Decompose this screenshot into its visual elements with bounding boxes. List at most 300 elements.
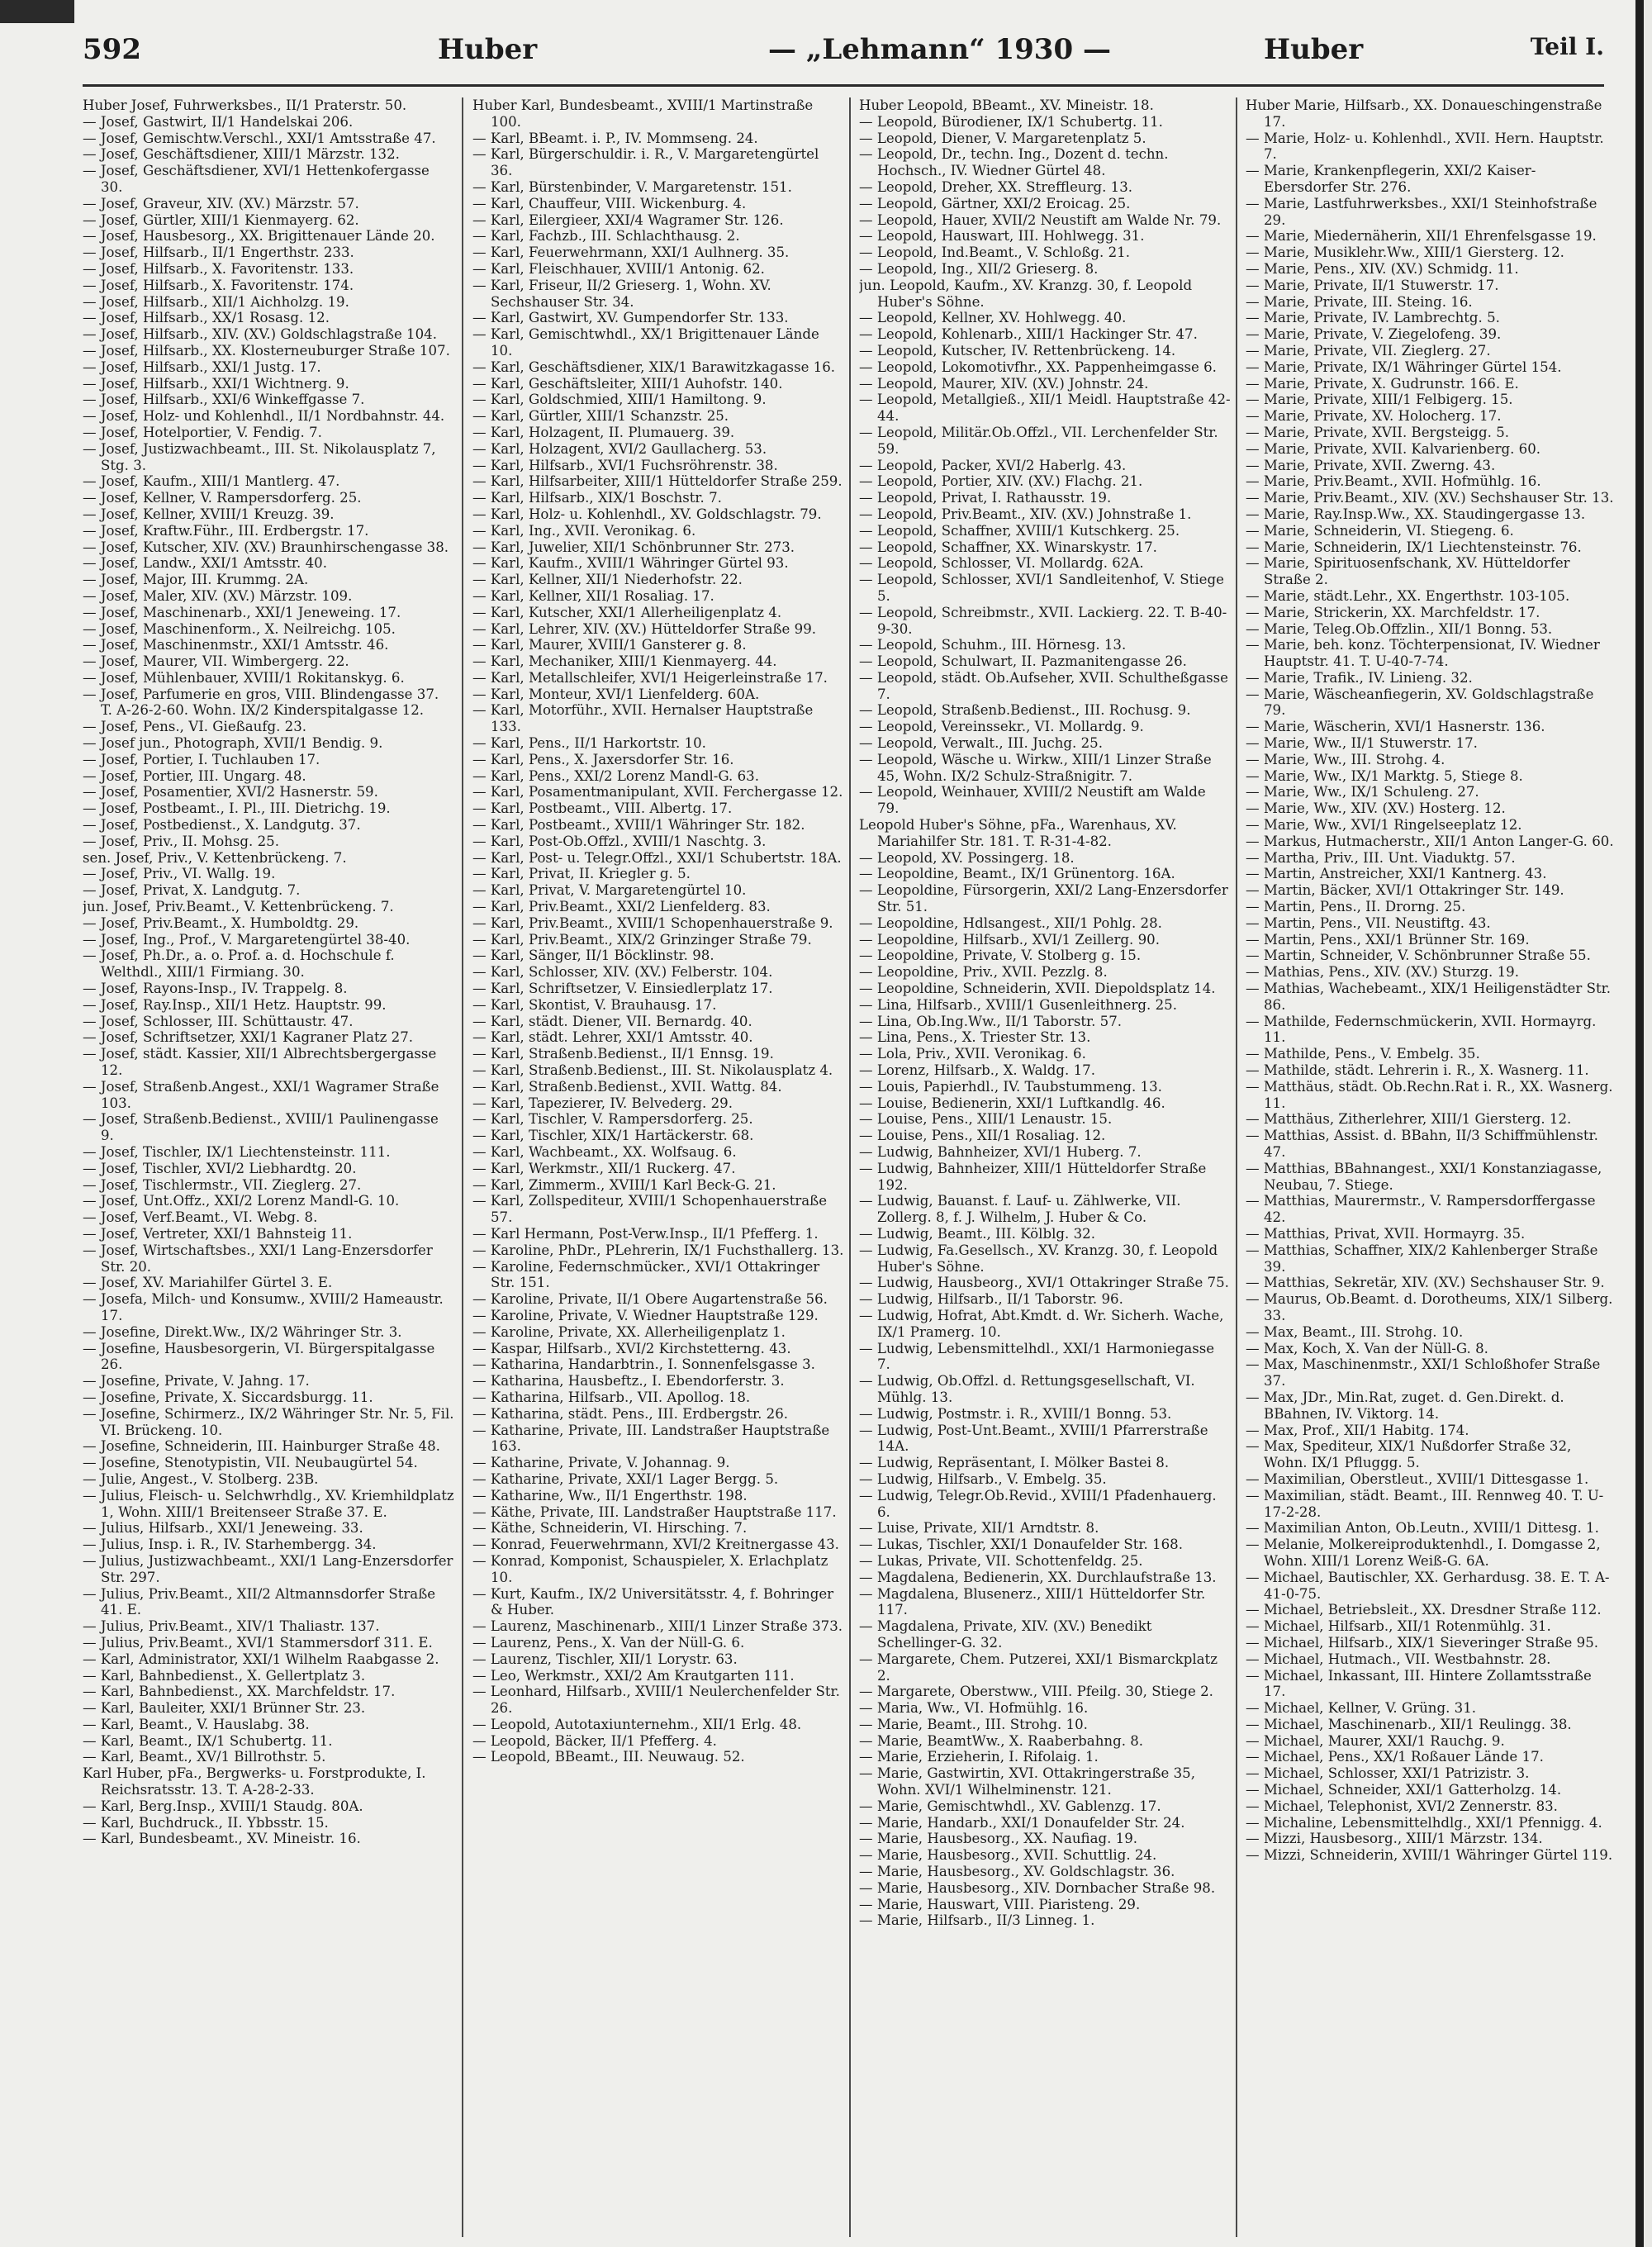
column-divider: [1236, 97, 1237, 2237]
directory-entry: — Karl, Friseur, II/2 Grieserg. 1, Wohn. XV. Sechshauser Str. 34.: [472, 277, 771, 310]
column-divider: [462, 97, 463, 2237]
directory-entry: — Michael, Inkassant, III. Hintere Zollamtsstraße 17.: [1246, 1667, 1592, 1700]
directory-entry: — Josef, Geschäftsdiener, XIII/1 Märzstr. 132.: [83, 146, 400, 163]
directory-entry: — Karl, Maurer, XVIII/1 Gansterer g. 8.: [472, 637, 747, 653]
directory-entry: — Josef, Maschinenform., X. Neilreichg. 105.: [83, 620, 396, 637]
directory-entry: — Leopold, Portier, XIV. (XV.) Flachg. 21.: [859, 473, 1143, 490]
publication-title: — „Lehmann“ 1930 —: [768, 33, 1111, 66]
directory-entry: — Karoline, Federnschmücker., XVI/1 Ottakringer Str. 151.: [472, 1258, 820, 1291]
directory-entry: — Mizzi, Hausbesorg., XIII/1 Märzstr. 134.: [1246, 1831, 1543, 1847]
directory-entry: — Josef, Hilfsarb., II/1 Engerthstr. 233.: [83, 245, 354, 261]
directory-entry: — Josef, Maurer, VII. Wimbergerg. 22.: [83, 653, 349, 670]
directory-entry: — Karl, Postbeamt., XVIII/1 Währinger Str. 182.: [472, 817, 805, 834]
directory-entry: — Marie, Hausbesorg., XV. Goldschlagstr. 36.: [859, 1864, 1175, 1880]
directory-entry: — Karl, Schriftsetzer, V. Einsiedlerplatz 17.: [472, 981, 773, 997]
directory-entry: — Marie, Gastwirtin, XVI. Ottakringerstraße 35, Wohn. XVI/1 Wilhelminenstr. 121.: [859, 1765, 1196, 1798]
directory-entry: — Karl, Gastwirt, XV. Gumpendorfer Str. 133.: [472, 310, 789, 326]
directory-entry: — Karl, Juwelier, XII/1 Schönbrunner Str. 273.: [472, 539, 795, 555]
directory-entry: — Josef, Portier, III. Ungarg. 48.: [83, 767, 306, 784]
directory-entry: — Karl, Holzagent, II. Plumauerg. 39.: [472, 424, 735, 440]
directory-entry: Karl Huber, pFa., Bergwerks- u. Forstprodukte, I. Reichsratsstr. 13. T. A-28-2-33.: [83, 1765, 426, 1798]
directory-entry: — Julie, Angest., V. Stolberg. 23B.: [83, 1470, 319, 1487]
directory-entry: — Magdalena, Private, XIV. (XV.) Benedikt Schellinger-G. 32.: [859, 1618, 1152, 1651]
directory-entry: — Josef, Tischler, IX/1 Liechtensteinstr. 111.: [83, 1144, 391, 1160]
directory-entry: — Josefine, Direkt.Ww., IX/2 Währinger Str. 3.: [83, 1323, 402, 1340]
directory-entry: — Josef, Hilfsarb., XXI/6 Winkeffgasse 7.: [83, 392, 365, 408]
directory-entry: — Josef, Hilfsarb., XX/1 Rosasg. 12.: [83, 310, 330, 326]
directory-entry: — Josef, Verf.Beamt., VI. Webg. 8.: [83, 1209, 318, 1226]
directory-entry: — Ludwig, Telegr.Ob.Revid., XVIII/1 Pfadenhauerg. 6.: [859, 1487, 1217, 1520]
directory-entry: sen. Josef, Priv., V. Kettenbrückeng. 7.: [83, 849, 347, 866]
directory-entry: — Katharina, Hausbeftz., I. Ebendorferstr. 3.: [472, 1373, 785, 1390]
directory-entry: Huber Leopold, BBeamt., XV. Mineistr. 18.: [859, 97, 1154, 113]
directory-entry: — Karl, Fachzb., III. Schlachthausg. 2.: [472, 228, 740, 245]
directory-entry: — Leopold, Packer, XVI/2 Haberlg. 43.: [859, 457, 1127, 473]
directory-entry: — Ludwig, Post-Unt.Beamt., XVIII/1 Pfarrerstraße 14A.: [859, 1422, 1208, 1455]
directory-entry: — Marie, Priv.Beamt., XVII. Hofmühlg. 16.: [1246, 473, 1541, 490]
directory-entry: — Louise, Pens., XIII/1 Lenaustr. 15.: [859, 1111, 1113, 1128]
directory-entry: — Marie, Wäscheanfiegerin, XV. Goldschlagstraße 79.: [1246, 686, 1594, 719]
directory-entry: — Matthias, Assist. d. BBahn, II/3 Schiffmühlenstr. 47.: [1246, 1128, 1598, 1160]
directory-entry: — Josef, Maschinenmstr., XXI/1 Amtsstr. 46.: [83, 637, 389, 653]
directory-entry: — Karl, Straßenb.Bedienst., XVII. Wattg. 84.: [472, 1078, 782, 1095]
directory-entry: — Karl, Privat, V. Margaretengürtel 10.: [472, 882, 747, 899]
directory-entry: — Marie, Private, XVII. Bergsteigg. 5.: [1246, 424, 1510, 440]
directory-entry: — Karl, Hilfsarbeiter, XIII/1 Hütteldorfer Straße 259.: [472, 473, 843, 490]
directory-entry: — Karl, Bürgerschuldir. i. R., V. Margaretengürtel 36.: [472, 146, 819, 179]
directory-entry: — Michael, Maurer, XXI/1 Rauchg. 9.: [1246, 1732, 1505, 1749]
directory-entry: — Josef, Kellner, XVIII/1 Kreuzg. 39.: [83, 506, 335, 522]
column-3: [859, 97, 1231, 2237]
directory-entry: — Martin, Anstreicher, XXI/1 Kantnerg. 43.: [1246, 866, 1547, 882]
directory-entry: — Karl Hermann, Post-Verw.Insp., II/1 Pfefferg. 1.: [472, 1225, 819, 1242]
directory-entry: — Leopold, Kohlenarb., XIII/1 Hackinger Str. 47.: [859, 326, 1198, 343]
directory-entry: — Josef, Ph.Dr., a. o. Prof. a. d. Hochschule f. Welthdl., XIII/1 Firmiang. 30.: [83, 948, 395, 981]
directory-entry: — Marie, Musiklehr.Ww., XIII/1 Giersterg. 12.: [1246, 245, 1564, 261]
directory-entry: — Josef, Wirtschaftsbes., XXI/1 Lang-Enzersdorfer Str. 20.: [83, 1242, 433, 1275]
directory-entry: — Maximilian Anton, Ob.Leutn., XVIII/1 Dittesg. 1.: [1246, 1520, 1599, 1537]
directory-entry: — Martin, Bäcker, XVI/1 Ottakringer Str. 149.: [1246, 882, 1564, 899]
directory-entry: — Karl, Beamt., V. Hauslabg. 38.: [83, 1716, 310, 1732]
directory-entry: — Louise, Bedienerin, XXI/1 Luftkandlg. 46.: [859, 1095, 1165, 1111]
directory-entry: — Karl, Pens., XXI/2 Lorenz Mandl-G. 63.: [472, 767, 759, 784]
directory-entry: — Katharine, Ww., II/1 Engerthstr. 198.: [472, 1487, 748, 1504]
directory-entry: — Marie, Private, XVII. Zwerng. 43.: [1246, 457, 1496, 473]
directory-entry: — Karl, Gürtler, XIII/1 Schanzstr. 25.: [472, 408, 729, 425]
directory-entry: — Josef, XV. Mariahilfer Gürtel 3. E.: [83, 1275, 333, 1291]
directory-entry: — Josef, Kaufm., XIII/1 Mantlerg. 47.: [83, 473, 340, 490]
directory-entry: — Josef, Hilfsarb., XII/1 Aichholzg. 19.: [83, 293, 349, 310]
directory-entry: — Karl, Holz- u. Kohlenhdl., XV. Goldschlagstr. 79.: [472, 506, 822, 522]
directory-entry: — Marie, Private, XIII/1 Felbigerg. 15.: [1246, 392, 1513, 408]
directory-entry: — Marie, Beamt., III. Strohg. 10.: [859, 1716, 1088, 1732]
directory-entry: — Marie, Ww., IX/1 Schuleng. 27.: [1246, 784, 1479, 800]
directory-entry: — Leopold, Schlosser, VI. Mollardg. 62A.: [859, 555, 1144, 572]
directory-entry: — Ludwig, Hausbeorg., XVI/1 Ottakringer Straße 75.: [859, 1275, 1229, 1291]
directory-entry: jun. Leopold, Kaufm., XV. Kranzg. 30, f. Leopold Huber's Söhne.: [859, 277, 1193, 310]
directory-entry: — Michael, Betriebsleit., XX. Dresdner Straße 112.: [1246, 1602, 1602, 1618]
directory-entry: — Mathilde, städt. Lehrerin i. R., X. Wasnerg. 11.: [1246, 1062, 1589, 1079]
directory-entry: — Karl, Privat, II. Kriegler g. 5.: [472, 866, 691, 882]
directory-entry: — Josef, Maler, XIV. (XV.) Märzstr. 109.: [83, 587, 353, 604]
directory-entry: — Leopold, Schreibmstr., XVII. Lackierg. 22. T. B-40-9-30.: [859, 604, 1227, 637]
page-number: 592: [83, 33, 141, 66]
directory-entry: — Karl, Geschäftsleiter, XIII/1 Auhofstr. 140.: [472, 375, 783, 392]
directory-entry: — Karl, Tischler, XIX/1 Hartäckerstr. 68.: [472, 1128, 754, 1144]
directory-entry: — Karl, Metallschleifer, XVI/1 Heigerleinstraße 17.: [472, 669, 828, 686]
directory-entry: — Leopold, Ing., XII/2 Grieserg. 8.: [859, 260, 1099, 277]
directory-entry: — Julius, Priv.Beamt., XVI/1 Stammersdorf 311. E.: [83, 1634, 433, 1651]
directory-entry: — Josef, Rayons-Insp., IV. Trappelg. 8.: [83, 981, 348, 997]
directory-entry: — Karl, Werkmstr., XII/1 Ruckerg. 47.: [472, 1160, 736, 1176]
directory-entry: — Leopold, Wäsche u. Wirkw., XIII/1 Linzer Straße 45, Wohn. IX/2 Schulz-Straßnigitr. 7.: [859, 751, 1212, 784]
directory-entry: — Marie, Handarb., XXI/1 Donaufelder Str. 24.: [859, 1814, 1185, 1831]
directory-entry: — Josef, Hilfsarb., XXI/1 Wichtnerg. 9.: [83, 375, 349, 392]
directory-entry: — Karl, Feuerwehrmann, XXI/1 Aulhnerg. 35.: [472, 245, 790, 261]
directory-entry: — Marie, Trafik., IV. Linieng. 32.: [1246, 669, 1473, 686]
directory-entry: — Marie, Ww., II/1 Stuwerstr. 17.: [1246, 735, 1478, 752]
directory-entry: — Josefa, Milch- und Konsumw., XVIII/2 Hameaustr. 17.: [83, 1291, 444, 1323]
directory-entry: — Marie, Private, II/1 Stuwerstr. 17.: [1246, 277, 1499, 293]
directory-entry: — Josef, Maschinenarb., XXI/1 Jeneweing. 17.: [83, 604, 401, 620]
directory-entry: — Luise, Private, XII/1 Arndtstr. 8.: [859, 1520, 1099, 1537]
column-4: [1246, 97, 1617, 2237]
directory-entry: — Karoline, Private, II/1 Obere Augartenstraße 56.: [472, 1291, 828, 1308]
directory-entry: — Josef, Priv.Beamt., X. Humboldtg. 29.: [83, 914, 359, 931]
directory-entry: — Karl, Monteur, XVI/1 Lienfelderg. 60A.: [472, 686, 760, 702]
directory-entry: — Marie, Miedernäherin, XII/1 Ehrenfelsgasse 19.: [1246, 228, 1597, 245]
directory-entry: — Michael, Bautischler, XX. Gerhardusg. 38. E. T. A-41-0-75.: [1246, 1569, 1610, 1602]
directory-entry: — Michael, Hilfsarb., XII/1 Rotenmühlg. 31.: [1246, 1618, 1551, 1635]
directory-entry: — Karl, Kellner, XII/1 Niederhofstr. 22.: [472, 572, 743, 588]
directory-entry: — Martin, Pens., XXI/1 Brünner Str. 169.: [1246, 931, 1530, 948]
directory-entry: — Leopoldine, Fürsorgerin, XXI/2 Lang-Enzersdorfer Str. 51.: [859, 882, 1228, 915]
directory-entry: — Julius, Priv.Beamt., XII/2 Altmannsdorfer Straße 41. E.: [83, 1585, 436, 1618]
directory-entry: — Karl, Priv.Beamt., XIX/2 Grinzinger Straße 79.: [472, 931, 812, 948]
directory-entry: — Katharine, Private, III. Landstraßer Hauptstraße 163.: [472, 1422, 830, 1455]
directory-entry: — Josef, Hilfsarb., XXI/1 Justg. 17.: [83, 359, 321, 375]
directory-entry: — Josef, Privat, X. Landgutg. 7.: [83, 882, 301, 899]
running-head-left: Huber: [438, 33, 538, 66]
directory-entry: — Josef, Pens., VI. Gießaufg. 23.: [83, 719, 307, 735]
directory-entry: — Karl, Post- u. Telegr.Offzl., XXI/1 Schubertstr. 18A.: [472, 849, 842, 866]
directory-entry: — Max, Prof., XII/1 Habitg. 174.: [1246, 1422, 1469, 1438]
directory-entry: — Leopoldine, Hilfsarb., XVI/1 Zeillerg. 90.: [859, 931, 1160, 948]
directory-entry: — Ludwig, Ob.Offzl. d. Rettungsgesellschaft, VI. Mühlg. 13.: [859, 1373, 1195, 1405]
directory-entry: — Ludwig, Lebensmittelhdl., XXI/1 Harmoniegasse 7.: [859, 1340, 1215, 1373]
directory-entry: — Max, Beamt., III. Strohg. 10.: [1246, 1323, 1464, 1340]
directory-entry: — Matthias, Privat, XVII. Hormayrg. 35.: [1246, 1225, 1526, 1242]
directory-entry: — Leopold, Diener, V. Margaretenplatz 5.: [859, 130, 1146, 146]
directory-entry: — Marie, Ray.Insp.Ww., XX. Staudingergasse 13.: [1246, 506, 1586, 522]
page-header: [83, 33, 1604, 73]
directory-entry: — Lola, Priv., XVII. Veronikag. 6.: [859, 1046, 1086, 1062]
directory-entry: — Matthäus, städt. Ob.Rechn.Rat i. R., XX. Wasnerg. 11.: [1246, 1078, 1613, 1111]
directory-entry: — Josefine, Schneiderin, III. Hainburger Straße 48.: [83, 1438, 440, 1455]
directory-entry: — Leopold, Kutscher, IV. Rettenbrückeng. 14.: [859, 342, 1176, 359]
directory-entry: — Karl, Holzagent, XVI/2 Gaullacherg. 53.: [472, 440, 767, 457]
directory-entry: — Karl, Mechaniker, XIII/1 Kienmayerg. 44.: [472, 653, 777, 670]
directory-entry: — Karl, Beamt., XV/1 Billrothstr. 5.: [83, 1749, 326, 1765]
directory-entry: — Karl, Kellner, XII/1 Rosaliag. 17.: [472, 587, 714, 604]
directory-entry: — Marie, Private, XV. Holocherg. 17.: [1246, 408, 1502, 425]
directory-entry: — Katharine, Private, V. Johannag. 9.: [472, 1455, 730, 1471]
directory-entry: — Louis, Papierhdl., IV. Taubstummeng. 13.: [859, 1078, 1162, 1095]
directory-entry: — Marie, Priv.Beamt., XIV. (XV.) Sechshauser Str. 13.: [1246, 490, 1614, 506]
directory-entry: — Karl, Hilfsarb., XIX/1 Boschstr. 7.: [472, 490, 722, 506]
directory-entry: — Marie, Hauswart, VIII. Piaristeng. 29.: [859, 1896, 1141, 1912]
directory-entry: — Josef, Hilfsarb., X. Favoritenstr. 174.: [83, 277, 354, 293]
directory-entry: — Martin, Pens., VII. Neustiftg. 43.: [1246, 914, 1491, 931]
directory-entry: — Leopold, Schulwart, II. Pazmanitengasse 26.: [859, 653, 1187, 670]
directory-entry: — Josef, städt. Kassier, XII/1 Albrechtsbergergasse 12.: [83, 1046, 437, 1079]
directory-entry: — Karl, Bahnbedienst., X. Gellertplatz 3.: [83, 1667, 366, 1684]
directory-entry: — Max, JDr., Min.Rat, zuget. d. Gen.Direkt. d. BBahnen, IV. Viktorg. 14.: [1246, 1389, 1564, 1422]
directory-entry: — Marie, Schneiderin, IX/1 Liechtensteinstr. 76.: [1246, 539, 1582, 555]
directory-entry: — Josef, Hotelportier, V. Fendig. 7.: [83, 424, 322, 440]
directory-entry: — Josef, Schlosser, III. Schüttaustr. 47.: [83, 1013, 354, 1029]
directory-entry: — Julius, Justizwachbeamt., XXI/1 Lang-Enzersdorfer Str. 297.: [83, 1552, 453, 1585]
directory-entry: jun. Josef, Priv.Beamt., V. Kettenbrückeng. 7.: [83, 899, 394, 915]
directory-entry: — Marie, Pens., XIV. (XV.) Schmidg. 11.: [1246, 260, 1519, 277]
directory-entry: — Marie, Spirituosenfschank, XV. Hütteldorfer Straße 2.: [1246, 555, 1570, 588]
directory-entry: — Marie, Private, XVII. Kalvarienberg. 60.: [1246, 440, 1541, 457]
directory-entry: — Marie, Private, III. Steing. 16.: [1246, 293, 1473, 310]
directory-entry: — Josef, Posamentier, XVI/2 Hasnerstr. 59.: [83, 784, 378, 800]
directory-entry: — Mathilde, Federnschmückerin, XVII. Hormayrg. 11.: [1246, 1013, 1597, 1046]
directory-entry: — Marie, städt.Lehr., XX. Engerthstr. 103-105.: [1246, 587, 1570, 604]
binding-edge: [1635, 0, 1644, 2247]
directory-entry: — Lukas, Private, VII. Schottenfeldg. 25.: [859, 1552, 1143, 1569]
directory-entry: — Max, Koch, X. Van der Nüll-G. 8.: [1246, 1340, 1488, 1356]
directory-entry: — Michael, Hutmach., VII. Westbahnstr. 28.: [1246, 1651, 1551, 1667]
directory-entry: — Max, Maschinenmstr., XXI/1 Schloßhofer Straße 37.: [1246, 1356, 1601, 1390]
directory-entry: — Josef, Justizwachbeamt., III. St. Nikolausplatz 7, Stg. 3.: [83, 440, 436, 473]
directory-entry: — Michael, Pens., XX/1 Roßauer Lände 17.: [1246, 1749, 1544, 1765]
directory-entry: — Marie, Krankenpflegerin, XXI/2 Kaiser-Ebersdorfer Str. 276.: [1246, 163, 1536, 195]
directory-entry: — Matthäus, Zitherlehrer, XIII/1 Giersterg. 12.: [1246, 1111, 1572, 1128]
directory-entry: — Ludwig, Bahnheizer, XVI/1 Huberg. 7.: [859, 1144, 1142, 1160]
directory-entry: — Leopoldine, Beamt., IX/1 Grünentorg. 16A.: [859, 866, 1175, 882]
directory-entry: — Josef, Vertreter, XXI/1 Bahnsteig 11.: [83, 1225, 353, 1242]
directory-entry: — Matthias, Schaffner, XIX/2 Kahlenberger Straße 39.: [1246, 1242, 1598, 1275]
directory-entry: — Leo, Werkmstr., XXI/2 Am Krautgarten 111.: [472, 1667, 795, 1684]
directory-entry: — Martha, Priv., III. Unt. Viaduktg. 57.: [1246, 849, 1516, 866]
directory-entry: — Michael, Schneider, XXI/1 Gatterholzg. 14.: [1246, 1782, 1562, 1798]
column-divider: [849, 97, 851, 2237]
directory-entry: — Karl, Zollspediteur, XVIII/1 Schopenhauerstraße 57.: [472, 1193, 828, 1226]
directory-entry: — Josef, Major, III. Krummg. 2A.: [83, 572, 309, 588]
directory-entry: — Josef, Hilfsarb., X. Favoritenstr. 133.: [83, 260, 354, 277]
directory-entry: — Louise, Pens., XII/1 Rosaliag. 12.: [859, 1128, 1106, 1144]
directory-entry: — Karl, Bauleiter, XXI/1 Brünner Str. 23.: [83, 1700, 366, 1717]
directory-entry: — Marie, Lastfuhrwerksbes., XXI/1 Steinhofstraße 29.: [1246, 195, 1597, 228]
directory-entry: — Leopoldine, Schneiderin, XVII. Diepoldsplatz 14.: [859, 981, 1216, 997]
directory-entry: — Karl, Priv.Beamt., XVIII/1 Schopenhauerstraße 9.: [472, 914, 833, 931]
directory-entry: — Karl, städt. Lehrer, XXI/1 Amtsstr. 40.: [472, 1029, 753, 1046]
directory-entry: — Melanie, Molkereiproduktenhdl., I. Domgasse 2, Wohn. XIII/1 Lorenz Weiß-G. 6A.: [1246, 1537, 1601, 1569]
directory-entry: — Marie, Private, VII. Zieglerg. 27.: [1246, 342, 1491, 359]
directory-entry: — Marie, Wäscherin, XVI/1 Hasnerstr. 136.: [1246, 719, 1545, 735]
running-head-right: Huber: [1264, 33, 1364, 66]
directory-entry: — Leopold, Metallgieß., XII/1 Meidl. Hauptstraße 42-44.: [859, 392, 1231, 425]
directory-entry: — Josef jun., Photograph, XVII/1 Bendig. 9.: [83, 735, 383, 752]
directory-entry: — Laurenz, Maschinenarb., XIII/1 Linzer Straße 373.: [472, 1618, 843, 1635]
directory-entry: — Leopold, Bäcker, II/1 Pfefferg. 4.: [472, 1732, 717, 1749]
directory-entry: — Josef, Portier, I. Tuchlauben 17.: [83, 751, 320, 767]
directory-entry: — Marie, beh. konz. Töchterpensionat, IV. Wiedner Hauptstr. 41. T. U-40-7-74.: [1246, 637, 1600, 670]
directory-entry: — Josef, Unt.Offz., XXI/2 Lorenz Mandl-G. 10.: [83, 1193, 400, 1209]
directory-entry: — Marie, Ww., XVI/1 Ringelseeplatz 12.: [1246, 817, 1522, 834]
directory-entry: — Josef, Kutscher, XIV. (XV.) Braunhirschengasse 38.: [83, 539, 449, 555]
directory-entry: — Marie, Schneiderin, VI. Stiegeng. 6.: [1246, 522, 1514, 539]
directory-entry: — Karl, Straßenb.Bedienst., III. St. Nikolausplatz 4.: [472, 1062, 833, 1079]
directory-entry: — Karl, Buchdruck., II. Ybbsstr. 15.: [83, 1814, 329, 1831]
directory-entry: — Leopoldine, Hdlsangest., XII/1 Pohlg. 28.: [859, 914, 1162, 931]
directory-entry: — Karl, Beamt., IX/1 Schubertg. 11.: [83, 1732, 333, 1749]
directory-entry: — Marie, Gemischtwhdl., XV. Gablenzg. 17.: [859, 1798, 1161, 1814]
directory-entry: — Karoline, Private, V. Wiedner Hauptstraße 129.: [472, 1307, 819, 1323]
directory-entry: — Karl, Eilergieer, XXI/4 Wagramer Str. 126.: [472, 211, 784, 228]
directory-entry: — Margarete, Oberstww., VIII. Pfeilg. 30, Stiege 2.: [859, 1684, 1213, 1700]
directory-entry: — Matthias, Sekretär, XIV. (XV.) Sechshauser Str. 9.: [1246, 1275, 1605, 1291]
directory-entry: — Marie, Hilfsarb., II/3 Linneg. 1.: [859, 1912, 1095, 1929]
directory-entry: — Laurenz, Pens., X. Van der Nüll-G. 6.: [472, 1634, 745, 1651]
directory-entry: — Karl, Priv.Beamt., XXI/2 Lienfelderg. 83.: [472, 899, 771, 915]
directory-entry: — Marie, Hausbesorg., XIV. Dornbacher Straße 98.: [859, 1879, 1216, 1896]
directory-entry: — Marie, Strickerin, XX. Marchfeldstr. 17.: [1246, 604, 1540, 620]
directory-entry: — Marie, Private, X. Gudrunstr. 166. E.: [1246, 375, 1519, 392]
directory-entry: — Katharina, Handarbtrin., I. Sonnenfelsgasse 3.: [472, 1356, 815, 1373]
directory-entry: — Marie, Hausbesorg., XVII. Schuttlig. 24.: [859, 1847, 1157, 1864]
directory-entry: — Karl, Gemischtwhdl., XX/1 Brigittenauer Lände 10.: [472, 326, 819, 359]
directory-entry: — Karl, Tischler, V. Rampersdorferg. 25.: [472, 1111, 753, 1128]
directory-entry: — Josefine, Stenotypistin, VII. Neubaugürtel 54.: [83, 1455, 418, 1471]
directory-entry: — Leonhard, Hilfsarb., XVIII/1 Neulerchenfelder Str. 26.: [472, 1684, 840, 1717]
directory-entry: — Leopold, Maurer, XIV. (XV.) Johnstr. 24.: [859, 375, 1149, 392]
directory-entry: — Martin, Pens., II. Drorng. 25.: [1246, 899, 1466, 915]
directory-entry: — Karl, städt. Diener, VII. Bernardg. 40.: [472, 1013, 752, 1029]
directory-entry: — Leopold, Autotaxiunternehm., XII/1 Erlg. 48.: [472, 1716, 802, 1732]
directory-entry: — Karl, Kaufm., XVIII/1 Währinger Gürtel 93.: [472, 555, 789, 572]
directory-entry: — Karl, Bahnbedienst., XX. Marchfeldstr. 17.: [83, 1684, 396, 1700]
directory-entry: — Leopold, Verwalt., III. Juchg. 25.: [859, 735, 1103, 752]
directory-entry: Huber Marie, Hilfsarb., XX. Donaueschingenstraße 17.: [1246, 97, 1602, 130]
directory-entry: — Leopoldine, Priv., XVII. Pezzlg. 8.: [859, 964, 1108, 981]
directory-entry: — Josef, Straßenb.Bedienst., XVIII/1 Paulinengasse 9.: [83, 1111, 439, 1144]
directory-entry: — Leopold, Schaffner, XX. Winarskystr. 17.: [859, 539, 1157, 555]
directory-entry: — Leopold, Schuhm., III. Hörnesg. 13.: [859, 637, 1127, 653]
directory-entry: — Ludwig, Repräsentant, I. Mölker Bastei 8.: [859, 1455, 1170, 1471]
directory-entry: — Markus, Hutmacherstr., XII/1 Anton Langer-G. 60.: [1246, 833, 1614, 849]
directory-entry: — Magdalena, Bedienerin, XX. Durchlaufstraße 13.: [859, 1569, 1217, 1585]
directory-entry: — Karl, Skontist, V. Brauhausg. 17.: [472, 996, 717, 1013]
directory-entry: — Maurus, Ob.Beamt. d. Dorotheums, XIX/1 Silberg. 33.: [1246, 1291, 1613, 1323]
directory-entry: — Max, Spediteur, XIX/1 Nußdorfer Straße 32, Wohn. IX/1 Pfluggg. 5.: [1246, 1438, 1572, 1471]
directory-entry: — Lina, Pens., X. Triester Str. 13.: [859, 1029, 1091, 1046]
directory-entry: — Leopold, Lokomotivfhr., XX. Pappenheimgasse 6.: [859, 359, 1217, 375]
directory-entry: — Josef, Mühlenbauer, XVIII/1 Rokitanskyg. 6.: [83, 669, 405, 686]
directory-entry: — Leopold, Ind.Beamt., V. Schloßg. 21.: [859, 245, 1130, 261]
directory-entry: — Josefine, Schirmerz., IX/2 Währinger Str. Nr. 5, Fil. VI. Brückeng. 10.: [83, 1405, 454, 1438]
directory-entry: — Konrad, Feuerwehrmann, XVI/2 Kreitnergasse 43.: [472, 1537, 839, 1553]
directory-entry: — Leopold, Hauer, XVII/2 Neustift am Walde Nr. 79.: [859, 211, 1222, 228]
directory-entry: — Kaspar, Hilfsarb., XVI/2 Kirchstetterng. 43.: [472, 1340, 791, 1356]
directory-entry: — Marie, Private, IV. Lambrechtg. 5.: [1246, 310, 1500, 326]
directory-entry: — Käthe, Private, III. Landstraßer Hauptstraße 117.: [472, 1504, 837, 1520]
directory-entry: — Josef, Priv., VI. Wallg. 19.: [83, 866, 276, 882]
directory-entry: — Michaline, Lebensmittelhdlg., XXI/1 Pfennigg. 4.: [1246, 1814, 1602, 1831]
directory-entry: — Martin, Schneider, V. Schönbrunner Straße 55.: [1246, 948, 1591, 964]
directory-entry: — Lina, Ob.Ing.Ww., II/1 Taborstr. 57.: [859, 1013, 1123, 1029]
directory-entry: — Leopold, BBeamt., III. Neuwaug. 52.: [472, 1749, 745, 1765]
directory-entry: — Josef, Geschäftsdiener, XVI/1 Hettenkofergasse 30.: [83, 163, 430, 195]
directory-entry: — Josefine, Private, V. Jahng. 17.: [83, 1373, 310, 1390]
directory-entry: — Leopold, städt. Ob.Aufseher, XVII. Schultheßgasse 7.: [859, 669, 1228, 702]
directory-entry: — Karl, Post-Ob.Offzl., XVIII/1 Naschtg. 3.: [472, 833, 767, 849]
directory-entry: — Marie, Private, V. Ziegelofeng. 39.: [1246, 326, 1502, 343]
directory-entry: — Leopold, Bürodiener, IX/1 Schubertg. 11.: [859, 113, 1163, 130]
directory-entry: — Karl, Chauffeur, VIII. Wickenburg. 4.: [472, 195, 747, 211]
directory-entry: — Julius, Fleisch- u. Selchwrhdlg., XV. Kriemhildplatz 1, Wohn. XIII/1 Breitenseer Straße 37. E.: [83, 1487, 454, 1520]
directory-entry: — Karoline, Private, XX. Allerheiligenplatz 1.: [472, 1323, 786, 1340]
directory-entry: — Josef, Kellner, V. Rampersdorferg. 25.: [83, 490, 362, 506]
directory-entry: — Ludwig, Beamt., III. Kölblg. 32.: [859, 1225, 1095, 1242]
directory-entry: — Josef, Priv., II. Mohsg. 25.: [83, 833, 279, 849]
directory-entry: — Mathias, Pens., XIV. (XV.) Sturzg. 19.: [1246, 964, 1519, 981]
directory-entry: — Josef, Straßenb.Angest., XXI/1 Wagramer Straße 103.: [83, 1078, 439, 1111]
directory-entry: — Karl, BBeamt. i. P., IV. Mommseng. 24.: [472, 130, 758, 146]
directory-entry: — Josef, Postbeamt., I. Pl., III. Dietrichg. 19.: [83, 800, 391, 817]
directory-entry: — Karl, Schlosser, XIV. (XV.) Felberstr. 104.: [472, 964, 773, 981]
directory-entry: — Karl, Posamentmanipulant, XVII. Ferchergasse 12.: [472, 784, 843, 800]
directory-entry: — Michael, Maschinenarb., XII/1 Reulingg. 38.: [1246, 1716, 1572, 1732]
directory-entry: — Leopold, Vereinssekr., VI. Mollardg. 9.: [859, 719, 1144, 735]
directory-entry: — Marie, Ww., XIV. (XV.) Hosterg. 12.: [1246, 800, 1506, 817]
directory-entry: — Karl, Berg.Insp., XVIII/1 Staudg. 80A.: [83, 1798, 363, 1814]
directory-entry: — Leopold, Gärtner, XXI/2 Eroicag. 25.: [859, 195, 1131, 211]
directory-entry: — Karl, Geschäftsdiener, XIX/1 Barawitzkagasse 16.: [472, 359, 836, 375]
directory-entry: — Leopold, Dr., techn. Ing., Dozent d. techn. Hochsch., IV. Wiedner Gürtel 48.: [859, 146, 1169, 179]
directory-entry: — Michael, Kellner, V. Grüng. 31.: [1246, 1700, 1477, 1717]
part-label: Teil I.: [1530, 33, 1604, 60]
directory-entry: — Josefine, Private, X. Siccardsburgg. 11.: [83, 1389, 373, 1405]
directory-entry: — Josef, Schriftsetzer, XXI/1 Kagraner Platz 27.: [83, 1029, 414, 1046]
directory-entry: — Maximilian, städt. Beamt., III. Rennweg 40. T. U-17-2-28.: [1246, 1487, 1604, 1520]
directory-entry: — Leopold, Kellner, XV. Hohlwegg. 40.: [859, 310, 1127, 326]
column-2: [472, 97, 844, 2237]
directory-entry: — Leopold, Privat, I. Rathausstr. 19.: [859, 490, 1112, 506]
directory-entry: — Josef, Landw., XXI/1 Amtsstr. 40.: [83, 555, 327, 572]
directory-entry: — Matthias, BBahnangest., XXI/1 Konstanziagasse, Neubau, 7. Stiege.: [1246, 1160, 1602, 1193]
directory-entry: — Karl, Ing., XVII. Veronikag. 6.: [472, 522, 696, 539]
directory-entry: — Marie, Teleg.Ob.Offzlin., XII/1 Bonng. 53.: [1246, 620, 1553, 637]
column-1: [83, 97, 454, 2237]
directory-entry: — Leopold, Priv.Beamt., XIV. (XV.) Johnstraße 1.: [859, 506, 1192, 522]
directory-entry: Huber Josef, Fuhrwerksbes., II/1 Praterstr. 50.: [83, 97, 407, 113]
directory-entry: — Josef, Postbedienst., X. Landgutg. 37.: [83, 817, 361, 834]
directory-entry: — Karl, Tapezierer, IV. Belvederg. 29.: [472, 1095, 733, 1111]
directory-entry: — Michael, Hilfsarb., XIX/1 Sieveringer Straße 95.: [1246, 1634, 1599, 1651]
directory-entry: — Josef, Gastwirt, II/1 Handelskai 206.: [83, 113, 354, 130]
directory-entry: — Josef, Gürtler, XIII/1 Kienmayerg. 62.: [83, 211, 359, 228]
directory-entry: — Maria, Ww., VI. Hofmühlg. 16.: [859, 1700, 1089, 1717]
directory-entry: — Ludwig, Postmstr. i. R., XVIII/1 Bonng. 53.: [859, 1405, 1172, 1422]
directory-entry: — Josef, Tischlermstr., VII. Zieglerg. 27.: [83, 1176, 362, 1193]
directory-entry: — Josef, Kraftw.Führ., III. Erdbergstr. 17.: [83, 522, 369, 539]
directory-entry: — Marie, Ww., IX/1 Marktg. 5, Stiege 8.: [1246, 767, 1523, 784]
directory-entry: — Marie, BeamtWw., X. Raaberbahng. 8.: [859, 1732, 1144, 1749]
